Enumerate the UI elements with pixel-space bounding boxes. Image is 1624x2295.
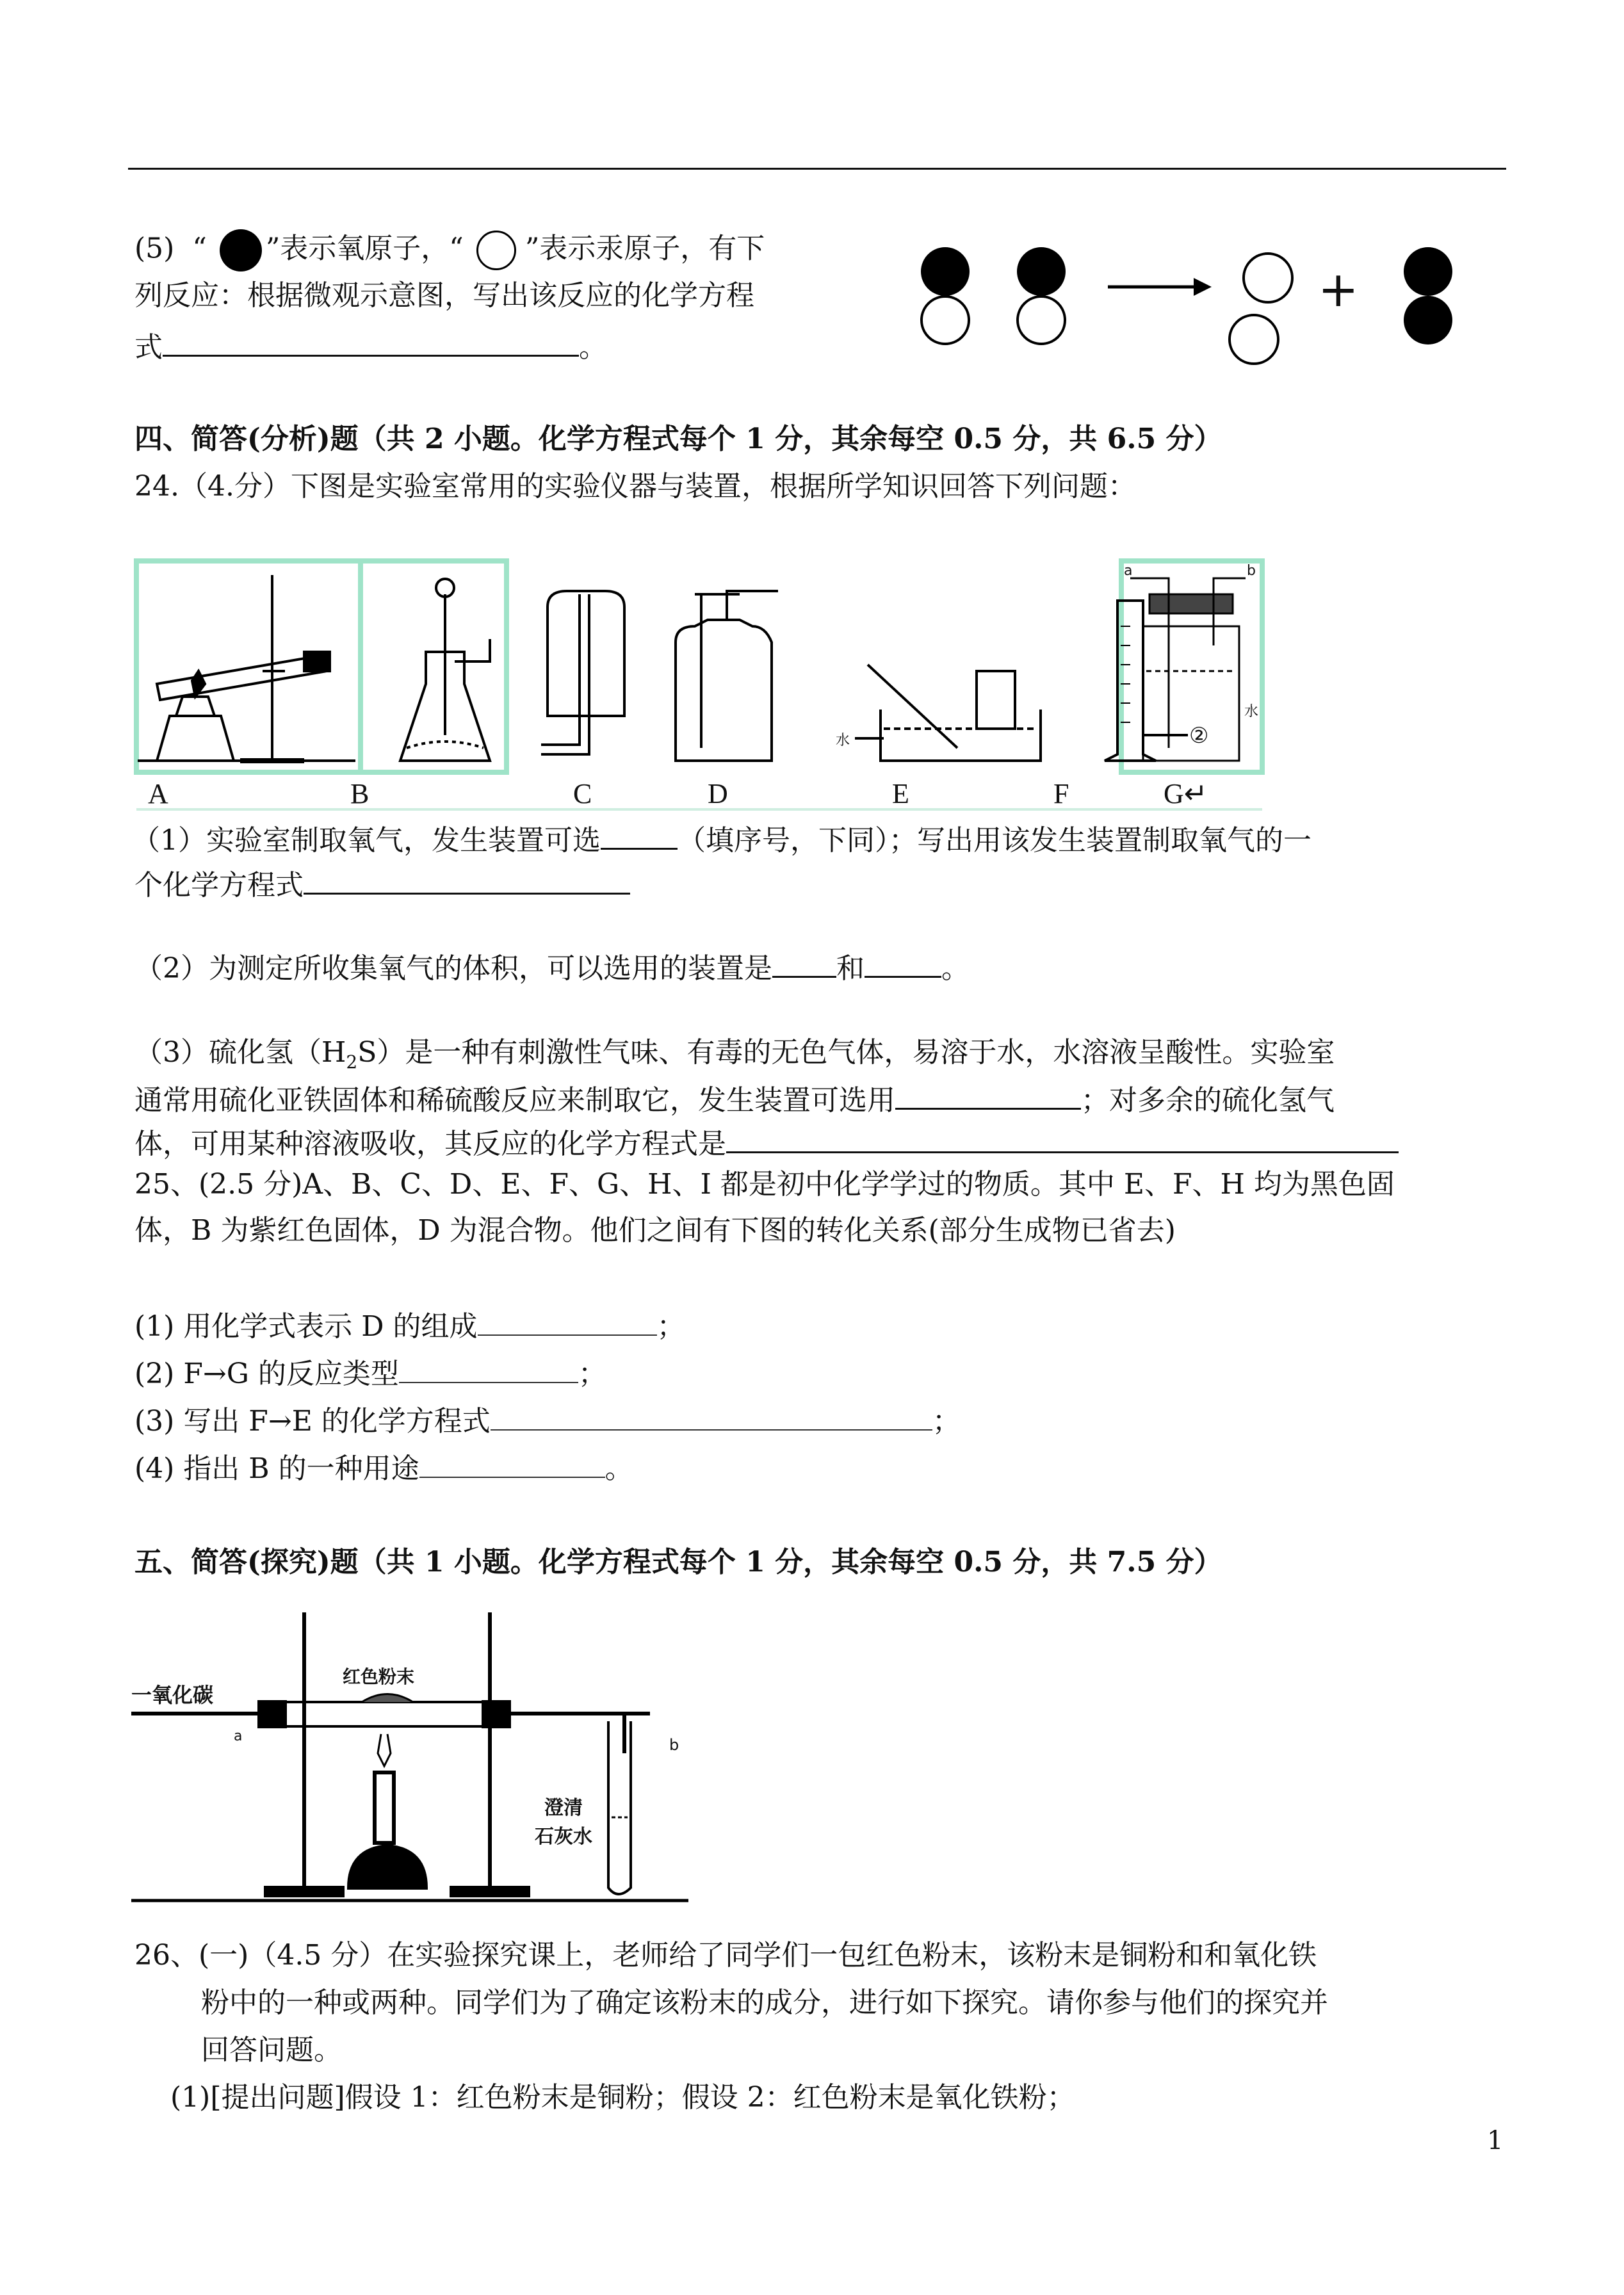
- q24-p1-c: 个化学方程式: [134, 869, 304, 902]
- o2-atom-1: [1404, 247, 1452, 296]
- label-d: D: [708, 778, 728, 809]
- label-limewater-2: 石灰水: [535, 1826, 592, 1848]
- q23-5-line3-start: 式: [134, 331, 163, 364]
- q23-5-line3: [134, 327, 607, 367]
- answer-blank-25-2[interactable]: [399, 1354, 578, 1383]
- q23-5-text-a2: ”表示氧原子，“: [265, 232, 464, 265]
- q25-s4-text: (4) 指出 B 的一种用途: [134, 1452, 419, 1485]
- label-c: C: [573, 778, 592, 809]
- answer-blank-25-3[interactable]: [491, 1401, 932, 1431]
- q25-s2-text: (2) F→G 的反应类型: [134, 1358, 399, 1390]
- q24-p3-a: （3）硫化氢（H: [134, 1036, 346, 1069]
- reaction-arrowhead: [1194, 278, 1212, 296]
- apparatus-d: [676, 591, 778, 761]
- q25-line2: 体，B 为紫红色固体，D 为混合物。他们之间有下图的转化关系(部分生成物已省去): [134, 1214, 1176, 1247]
- reaction-micro-diagram: [909, 238, 1473, 379]
- q26-line2: 粉中的一种或两种。同学们为了确定该粉末的成分，进行如下探究。请你参与他们的探究并: [201, 1986, 1328, 2019]
- q23-5-part: (5): [134, 232, 175, 265]
- q24-p2: [134, 948, 970, 988]
- label-g-a: a: [1124, 563, 1133, 579]
- q24-p3-line1: [134, 1034, 1335, 1082]
- q24-p2-c: 。: [941, 952, 970, 985]
- answer-blank-24-2-first[interactable]: [772, 948, 836, 978]
- q24-p1-a: （1）实验室制取氧气，发生装置可选: [132, 824, 601, 857]
- answer-blank-24-3-device[interactable]: [895, 1080, 1081, 1110]
- page-number: 1: [1487, 2126, 1504, 2155]
- section5-title: 五、简答(探究)题（共 1 小题。化学方程式每个 1 分，其余每空 0.5 分，共 7.5 分）: [134, 1546, 1222, 1578]
- oxygen-atom-icon: [220, 229, 262, 272]
- answer-blank-24-1-device[interactable]: [601, 820, 678, 850]
- q24-p2-b: 和: [836, 952, 865, 985]
- q26-line1: 26、(一)（4.5 分）在实验探究课上，老师给了同学们一包红色粉末，该粉末是铜粉和和氧化铁: [134, 1939, 1317, 1972]
- answer-blank-24-1-equation[interactable]: [304, 864, 630, 895]
- co-reduction-apparatus: [131, 1606, 695, 1907]
- quote-open: “: [192, 232, 207, 265]
- o2-atom-2: [1404, 296, 1452, 345]
- hg-atom-2: [1230, 315, 1278, 364]
- q24-p1-b: （填序号，下同）；写出用该发生装置制取氧气的一: [678, 824, 1311, 857]
- q23-5-line2: 列反应：根据微观示意图，写出该反应的化学方程: [134, 279, 754, 312]
- q24-p3-d: ；对多余的硫化氢气: [1081, 1084, 1335, 1117]
- answer-blank-25-1[interactable]: [478, 1306, 657, 1336]
- header-rule: [128, 168, 1506, 170]
- q25-s2: [134, 1354, 606, 1393]
- q24-p3-line3: [134, 1123, 1399, 1164]
- q26-line4: (1)[提出问题]假设 1：红色粉末是铜粉；假设 2：红色粉末是氧化铁粉；: [170, 2081, 1075, 2114]
- apparatus-g: [1130, 578, 1246, 761]
- q25-s3-end: ；: [932, 1405, 961, 1438]
- label-circled-2: ②: [1189, 723, 1209, 749]
- label-e: E: [892, 778, 909, 809]
- label-g: G↵: [1164, 778, 1208, 809]
- hgo-molecule-2-o: [1017, 247, 1066, 296]
- label-limewater-1: 澄清: [544, 1797, 583, 1819]
- label-water-e: 水: [836, 733, 850, 749]
- apparatus-e: [855, 665, 1041, 761]
- q25-s3-text: (3) 写出 F→E 的化学方程式: [134, 1405, 491, 1438]
- label-f: F: [1053, 778, 1069, 809]
- q24-p3-line2: [134, 1080, 1335, 1120]
- q24-p3-b: S）是一种有刺激性气味、有毒的无色气体，易溶于水，水溶液呈酸性。实验室: [357, 1036, 1335, 1069]
- label-a-co: a: [234, 1728, 243, 1744]
- label-a: A: [148, 778, 168, 809]
- q24-p3-c: 通常用硫化亚铁固体和稀硫酸反应来制取它，发生装置可选用: [134, 1084, 895, 1117]
- answer-blank-24-3-equation[interactable]: [726, 1123, 1399, 1153]
- lab-apparatus-figure: [131, 556, 1271, 818]
- label-co: 一氧化碳: [131, 1683, 214, 1707]
- q24-intro: 24.（4.分）下图是实验室常用的实验仪器与装置，根据所学知识回答下列问题：: [134, 470, 1136, 503]
- hgo-molecule-2-hg: [1018, 296, 1065, 344]
- q24-p1-line2: [134, 864, 630, 905]
- apparatus-a: [138, 575, 355, 761]
- plus-sign: +: [1318, 261, 1359, 318]
- q24-p1-line1: [132, 820, 1311, 860]
- q25-s2-end: ；: [578, 1358, 606, 1390]
- section4-title: 四、简答(分析)题（共 2 小题。化学方程式每个 1 分，其余每空 0.5 分，共 6.5 分）: [134, 423, 1222, 455]
- q23-5-text-a3: ”表示汞原子，有下: [524, 232, 765, 265]
- q25-s1-end: ；: [656, 1310, 685, 1343]
- label-red-powder: 红色粉末: [343, 1666, 415, 1687]
- label-b-co: b: [669, 1736, 679, 1754]
- q24-p3-e: 体，可用某种溶液吸收，其反应的化学方程式是: [134, 1128, 726, 1160]
- q26-line3: 回答问题。: [201, 2034, 342, 2066]
- apparatus-b: [400, 579, 490, 761]
- answer-blank-equation-23[interactable]: [163, 327, 579, 357]
- q23-5-line3-end: 。: [579, 331, 607, 364]
- q25-s4-end: 。: [605, 1452, 633, 1485]
- hgo-molecule-1-hg: [922, 296, 969, 344]
- apparatus-c: [541, 591, 624, 754]
- label-water-g: 水: [1244, 704, 1259, 720]
- answer-blank-24-2-second[interactable]: [865, 948, 941, 978]
- q25-s4: [134, 1448, 633, 1488]
- q23-5-line1: [134, 229, 765, 272]
- q25-line1: 25、(2.5 分)A、B、C、D、E、F、G、H、I 都是初中化学学过的物质。其中 E、F、H 均为黑色固: [134, 1168, 1395, 1201]
- apparatus-f: [1105, 601, 1188, 761]
- q24-p3-sub: 2: [346, 1051, 358, 1073]
- q25-s1-text: (1) 用化学式表示 D 的组成: [134, 1310, 478, 1343]
- label-g-b: b: [1247, 563, 1256, 579]
- q25-s1: [134, 1306, 685, 1346]
- mercury-atom-icon: [476, 231, 516, 270]
- hgo-molecule-1-o: [921, 247, 970, 296]
- label-b: B: [350, 778, 369, 809]
- hg-atom-1: [1244, 254, 1292, 302]
- q25-s3: [134, 1401, 961, 1441]
- q24-p2-a: （2）为测定所收集氧气的体积，可以选用的装置是: [134, 952, 772, 985]
- answer-blank-25-4[interactable]: [419, 1448, 605, 1478]
